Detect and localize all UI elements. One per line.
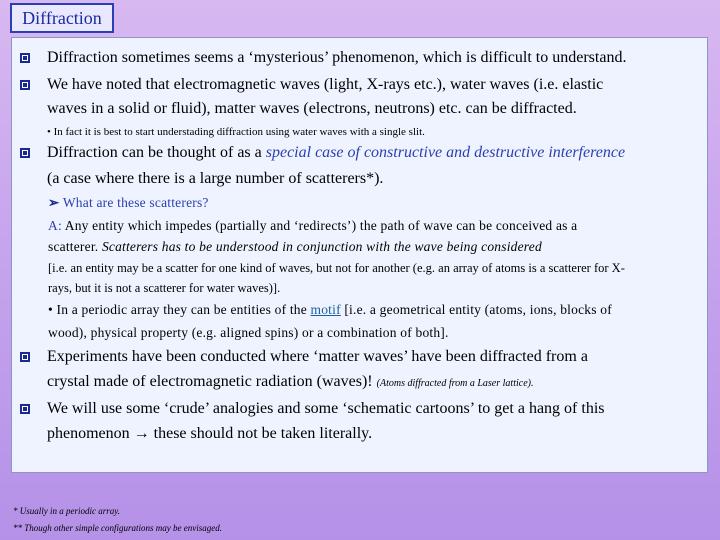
arrow-bullet-icon: ➢ xyxy=(48,195,60,210)
ie-line-2: rays, but it is not a scatterer for water waves)]. xyxy=(48,281,281,295)
bullet-4-line-2 xyxy=(47,370,533,396)
bullet-2-line-1: We have noted that electromagnetic waves (light, X-rays etc.), water waves (i.e. elastic xyxy=(47,76,604,93)
periodic-text-post: [i.e. a geometrical entity (atoms, ions, blocks of xyxy=(344,302,612,317)
bullet-3-line-1 xyxy=(47,141,625,165)
dot-bullet-icon: • xyxy=(47,126,51,138)
bullet-4-line-1: Experiments have been conducted where ‘matter waves’ have been diffracted from a xyxy=(47,348,588,365)
square-bullet-icon xyxy=(20,352,30,362)
answer-line-1 xyxy=(48,215,577,236)
bullet-2-subpoint-text: In fact it is best to start understading diffraction using water waves with a single slit. xyxy=(53,126,425,138)
bullet-3-text: Diffraction can be thought of as a xyxy=(47,144,262,161)
bullet-4-note: (Atoms diffracted from a Laser lattice). xyxy=(376,378,534,389)
footnote-2: ** Though other simple configurations may be envisaged. xyxy=(13,523,222,533)
motif-link[interactable]: motif xyxy=(310,302,341,317)
square-bullet-icon xyxy=(20,80,30,90)
answer-italic: Scatterers has to be understood in conjunction with the wave being considered xyxy=(101,239,542,254)
answer-text-2: scatterer. xyxy=(48,239,99,254)
ie-line-1: [i.e. an entity may be a scatter for one kind of waves, but not for another (e.g. an array of atoms is a scatterer for X- xyxy=(48,261,625,275)
square-bullet-icon xyxy=(20,148,30,158)
bullet-2-line-2: waves in a solid or fluid), matter waves (electrons, neutrons) etc. can be diffracted. xyxy=(47,100,577,117)
answer-text: Any entity which impedes (partially and ‘redirects’) the path of wave can be conceived as a xyxy=(64,218,578,233)
bullet-3-line-2: (a case where there is a large number of scatterers*). xyxy=(47,170,384,187)
slide-title: Diffraction xyxy=(10,3,114,33)
bullet-5-line-1: We will use some ‘crude’ analogies and some ‘schematic cartoons’ to get a hang of this xyxy=(47,400,605,417)
dot-bullet-icon: • xyxy=(48,302,53,317)
answer-label: A: xyxy=(48,218,62,233)
bullet-4-text: crystal made of electromagnetic radiation (waves)! xyxy=(47,373,373,390)
answer-line-2 xyxy=(48,236,542,257)
bullet-1-text: Diffraction sometimes seems a ‘mysterious’ phenomenon, which is difficult to understand. xyxy=(47,49,627,66)
bullet-2-subpoint xyxy=(47,124,425,140)
question-line xyxy=(48,192,209,213)
question-text: What are these scatterers? xyxy=(62,195,209,210)
content-panel xyxy=(11,37,708,473)
bullet-5-line-2: phenomenon → these should not be taken literally. xyxy=(47,425,373,442)
bullet-3-highlight: special case of constructive and destructive interference xyxy=(265,144,626,161)
square-bullet-icon xyxy=(20,404,30,414)
footnote-1: * Usually in a periodic array. xyxy=(13,506,120,516)
periodic-line-2: wood), physical property (e.g. aligned spins) or a combination of both]. xyxy=(48,325,449,340)
square-bullet-icon xyxy=(20,53,30,63)
periodic-line-1 xyxy=(48,299,612,320)
periodic-text: In a periodic array they can be entities of the xyxy=(56,302,307,317)
